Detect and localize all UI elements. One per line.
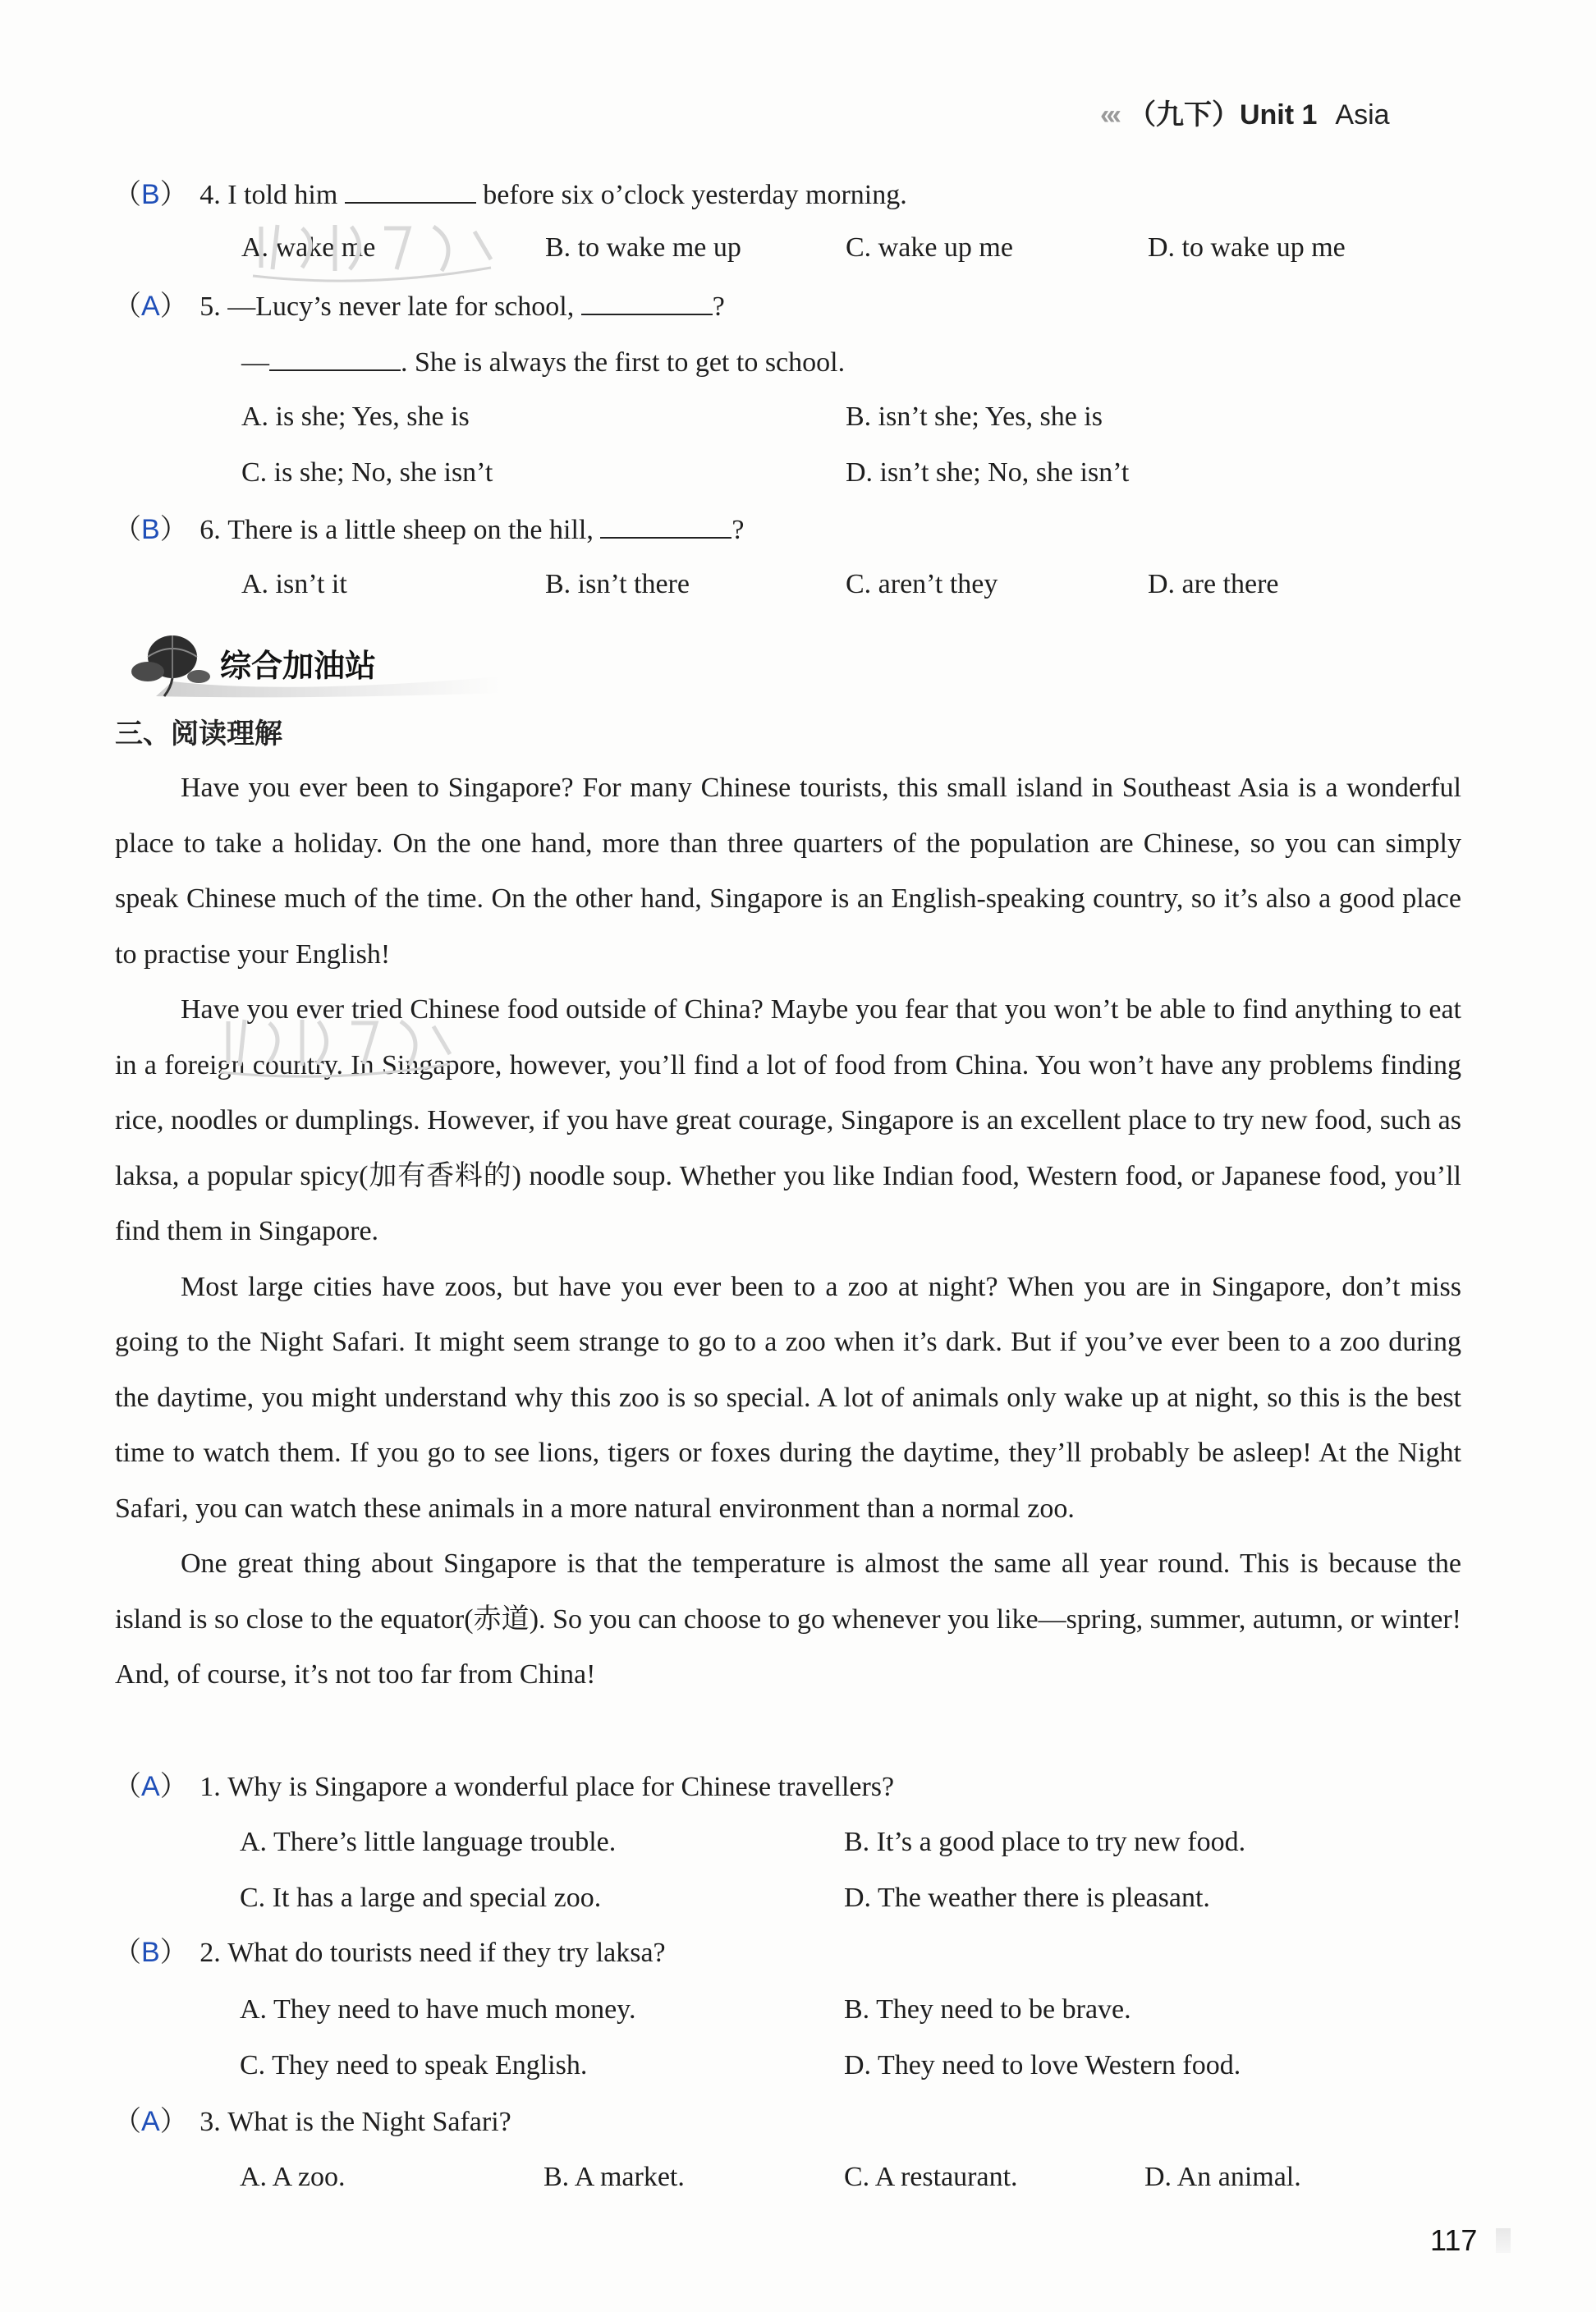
reading-passage — [115, 760, 1461, 1703]
option-b: B. They need to be brave. — [844, 1994, 1131, 2025]
question-stem: I told him — [227, 180, 338, 210]
watermark-logo — [212, 1003, 458, 1082]
page-header — [1100, 92, 1390, 132]
reading-question-3: （A） 3. What is the Night Safari? — [113, 2106, 511, 2137]
answer-blank[interactable] — [269, 345, 401, 371]
watermark-logo — [245, 210, 499, 286]
question-stem: What is the Night Safari? — [227, 2107, 511, 2137]
option-a: A. They need to have much money. — [240, 1994, 636, 2025]
header-topic: Asia — [1335, 99, 1390, 131]
question-number: 4. — [200, 180, 221, 210]
question-6: （B） 6. There is a little sheep on the hill, ? — [113, 514, 745, 545]
dash: — — [241, 347, 269, 378]
section-banner — [123, 624, 501, 700]
question-number: 3. — [200, 2107, 221, 2137]
answer-blank[interactable] — [345, 177, 476, 204]
question-stem: ? — [732, 515, 745, 545]
section-banner-title: 综合加油站 — [220, 648, 377, 684]
option-d: D. are there — [1148, 569, 1279, 599]
question-number: 2. — [200, 1938, 221, 1968]
passage-paragraph: Most large cities have zoos, but have you ever been to a zoo at night? When you are in Singapore, don’t miss going to the Night Safari. It might seem strange to go to a zoo when it’s dark. But if you’ve ever been to a zoo during the daytime, you might understand why this zoo is so special. A lot of animals only wake up at night, so this is the best time to watch them. If you go to see lions, tigers or foxes during the daytime, they’ll probably be asleep! At the Night Safari, you can watch these animals in a more natural environment than a normal zoo. — [115, 1271, 1461, 1524]
option-d: D. An animal. — [1144, 2162, 1301, 2192]
answer-blank[interactable] — [600, 512, 732, 539]
answer-5: A — [141, 291, 160, 322]
option-c: C. A restaurant. — [844, 2162, 1018, 2192]
option-b: B. It’s a good place to try new food. — [844, 1827, 1246, 1857]
option-a: A. There’s little language trouble. — [240, 1827, 617, 1857]
question-stem: ? — [712, 291, 725, 322]
option-b: B. A market. — [543, 2162, 685, 2192]
answer-r2: B — [141, 1937, 160, 1968]
page-number: 117 — [1430, 2223, 1478, 2257]
passage-paragraph: One great thing about Singapore is that the temperature is almost the same all year round. This is because the island is so close to the equator(赤道). So you can choose to go whenever you like—spring, summer, autumn, or winter! And, of course, it’s not too far from China! — [115, 1548, 1461, 1690]
header-unit: Unit 1 — [1239, 99, 1318, 131]
option-a: A. is she; Yes, she is — [241, 401, 470, 432]
question-number: 6. — [200, 515, 221, 545]
option-b: B. to wake me up — [545, 232, 741, 263]
answer-r1: A — [141, 1771, 160, 1802]
passage-paragraph: Have you ever been to Singapore? For many Chinese tourists, this small island in Southeast Asia is a wonderful place to take a holiday. On the one hand, more than three quarters of the population are Chinese, so you can simply speak Chinese much of the time. On the other hand, Singapore is an English-speaking country, so it’s also a good place to practise your English! — [115, 773, 1461, 970]
reading-question-2: （B） 2. What do tourists need if they try laksa? — [113, 1937, 666, 1968]
option-d: D. to wake up me — [1148, 232, 1346, 263]
answer-blank[interactable] — [581, 289, 713, 315]
reading-heading: 三、阅读理解 — [115, 718, 282, 750]
question-5-line-2 — [241, 345, 845, 379]
question-stem: What do tourists need if they try laksa? — [227, 1938, 666, 1968]
header-grade: （九下） — [1127, 99, 1240, 131]
option-d: D. isn’t she; No, she isn’t — [846, 457, 1130, 488]
page-edge-marker — [1496, 2228, 1511, 2253]
question-4: （B） 4. I told him before six o’clock yesterday morning. — [113, 179, 907, 210]
reading-question-1: （A） 1. Why is Singapore a wonderful place for Chinese travellers? — [113, 1771, 895, 1802]
question-stem: . She is always the first to get to school. — [401, 347, 846, 378]
option-a: A. wake me — [241, 232, 376, 263]
option-d: D. They need to love Western food. — [844, 2050, 1241, 2080]
option-c: C. It has a large and special zoo. — [240, 1883, 602, 1913]
option-d: D. The weather there is pleasant. — [844, 1883, 1210, 1913]
option-a: A. isn’t it — [241, 569, 347, 599]
answer-6: B — [141, 514, 160, 545]
passage-paragraph: Have you ever tried Chinese food outside of China? Maybe you fear that you won’t be able to find anything to eat in a foreign country. In Singapore, however, you’ll find a lot of food from China. You won’t have any problems finding rice, noodles or dumplings. However, if you have great courage, Singapore is an excellent place to try new food, such as laksa, a popular spicy(加有香料的) noodle soup. Whether you like Indian food, Western food, or Japanese food, you’ll find them in Singapore. — [115, 994, 1461, 1246]
answer-4: B — [141, 179, 160, 210]
question-5: （A） 5. —Lucy’s never late for school, ? — [113, 291, 725, 322]
option-b: B. isn’t she; Yes, she is — [846, 401, 1103, 432]
question-stem: before six o’clock yesterday morning. — [483, 180, 907, 210]
option-c: C. aren’t they — [846, 569, 998, 599]
question-stem: Why is Singapore a wonderful place for Chinese travellers? — [227, 1772, 895, 1802]
question-stem: —Lucy’s never late for school, — [227, 291, 575, 322]
question-number: 5. — [200, 291, 221, 322]
question-number: 1. — [200, 1772, 221, 1802]
option-b: B. isn’t there — [545, 569, 690, 599]
option-c: C. wake up me — [846, 232, 1013, 263]
chevron-icon: ‹‹‹ — [1100, 99, 1118, 131]
option-a: A. A zoo. — [240, 2162, 346, 2192]
answer-r3: A — [141, 2106, 160, 2137]
question-stem: There is a little sheep on the hill, — [227, 515, 594, 545]
option-c: C. They need to speak English. — [240, 2050, 588, 2080]
option-c: C. is she; No, she isn’t — [241, 457, 493, 488]
